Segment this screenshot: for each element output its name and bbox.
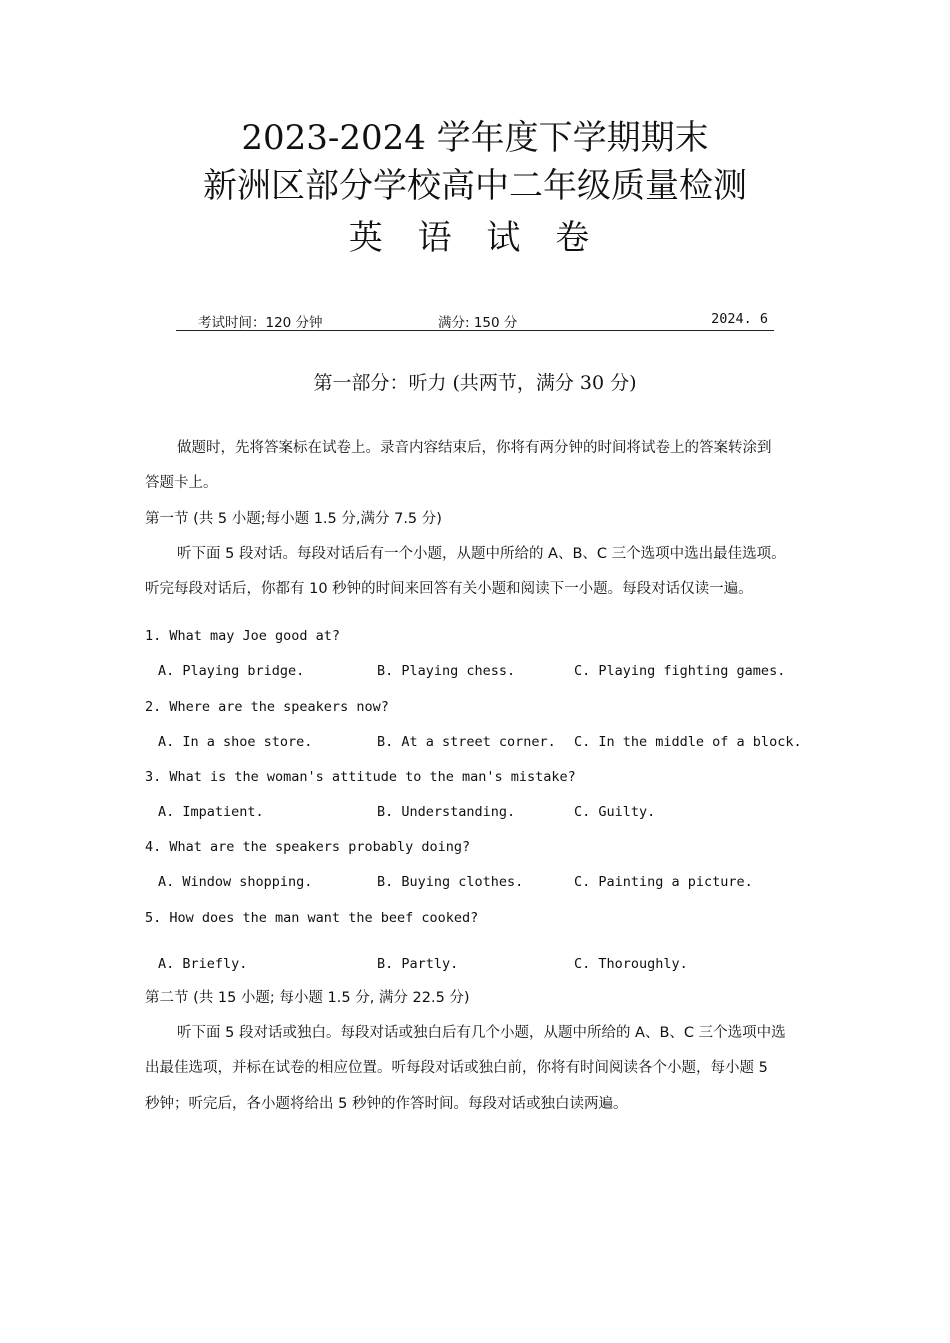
question-4-option-b: B. Buying clothes. <box>377 874 524 890</box>
exam-full-score: 满分: 150 分 <box>438 315 518 331</box>
section-two-instructions-line-2: 出最佳选项，并标在试卷的相应位置。听每段对话或独白前，你将有时间阅读各个小题，每小题 5 <box>145 1060 768 1076</box>
exam-title-line-2: 新洲区部分学校高中二年级质量检测 <box>203 166 747 206</box>
question-1-option-c: C. Playing fighting games. <box>574 663 786 679</box>
question-5-stem: 5. How does the man want the beef cooked? <box>145 910 479 926</box>
question-2-option-b: B. At a street corner. <box>377 734 556 750</box>
question-1-option-b: B. Playing chess. <box>377 663 516 679</box>
question-5-option-b: B. Partly. <box>377 956 459 972</box>
exam-info-bar <box>176 310 774 331</box>
question-5-option-a: A. Briefly. <box>158 956 248 972</box>
question-5-option-c: C. Thoroughly. <box>574 956 688 972</box>
question-4-option-c: C. Painting a picture. <box>574 874 753 890</box>
question-2-option-c: C. In the middle of a block. <box>574 734 802 750</box>
section-two-heading: 第二节 (共 15 小题; 每小题 1.5 分, 满分 22.5 分) <box>145 990 470 1006</box>
part-one-instructions-line-1: 做题时，先将答案标在试卷上。录音内容结束后，你将有两分钟的时间将试卷上的答案转涂到 <box>177 440 772 456</box>
question-1-option-a: A. Playing bridge. <box>158 663 305 679</box>
exam-duration: 考试时间：120 分钟 <box>198 315 323 331</box>
section-two-instructions-line-1: 听下面 5 段对话或独白。每段对话或独白后有几个小题，从题中所给的 A、B、C 三个选项中选 <box>177 1025 786 1041</box>
section-two-instructions-line-3: 秒钟；听完后，各小题将给出 5 秒钟的作答时间。每段对话或独白读两遍。 <box>145 1096 628 1112</box>
question-2-stem: 2. Where are the speakers now? <box>145 699 389 715</box>
question-1-stem: 1. What may Joe good at? <box>145 628 341 644</box>
part-one-heading: 第一部分：听力 (共两节，满分 30 分) <box>313 372 637 394</box>
section-one-heading: 第一节 (共 5 小题;每小题 1.5 分,满分 7.5 分) <box>145 511 442 527</box>
question-3-stem: 3. What is the woman's attitude to the man's mistake? <box>145 769 576 785</box>
question-3-option-b: B. Understanding. <box>377 804 516 820</box>
question-2-option-a: A. In a shoe store. <box>158 734 313 750</box>
section-one-instructions-line-2: 听完每段对话后，你都有 10 秒钟的时间来回答有关小题和阅读下一小题。每段对话仅读一遍。 <box>145 581 753 597</box>
exam-title-subject: 英 语 试 卷 <box>348 218 602 258</box>
part-one-instructions-line-2: 答题卡上。 <box>145 475 218 491</box>
section-one-instructions-line-1: 听下面 5 段对话。每段对话后有一个小题，从题中所给的 A、B、C 三个选项中选出最佳选项。 <box>177 546 786 562</box>
question-4-option-a: A. Window shopping. <box>158 874 313 890</box>
exam-title-line-1: 2023-2024 学年度下学期期末 <box>241 118 709 158</box>
question-4-stem: 4. What are the speakers probably doing? <box>145 839 471 855</box>
exam-date: 2024. 6 <box>711 311 768 327</box>
question-3-option-c: C. Guilty. <box>574 804 656 820</box>
question-3-option-a: A. Impatient. <box>158 804 264 820</box>
